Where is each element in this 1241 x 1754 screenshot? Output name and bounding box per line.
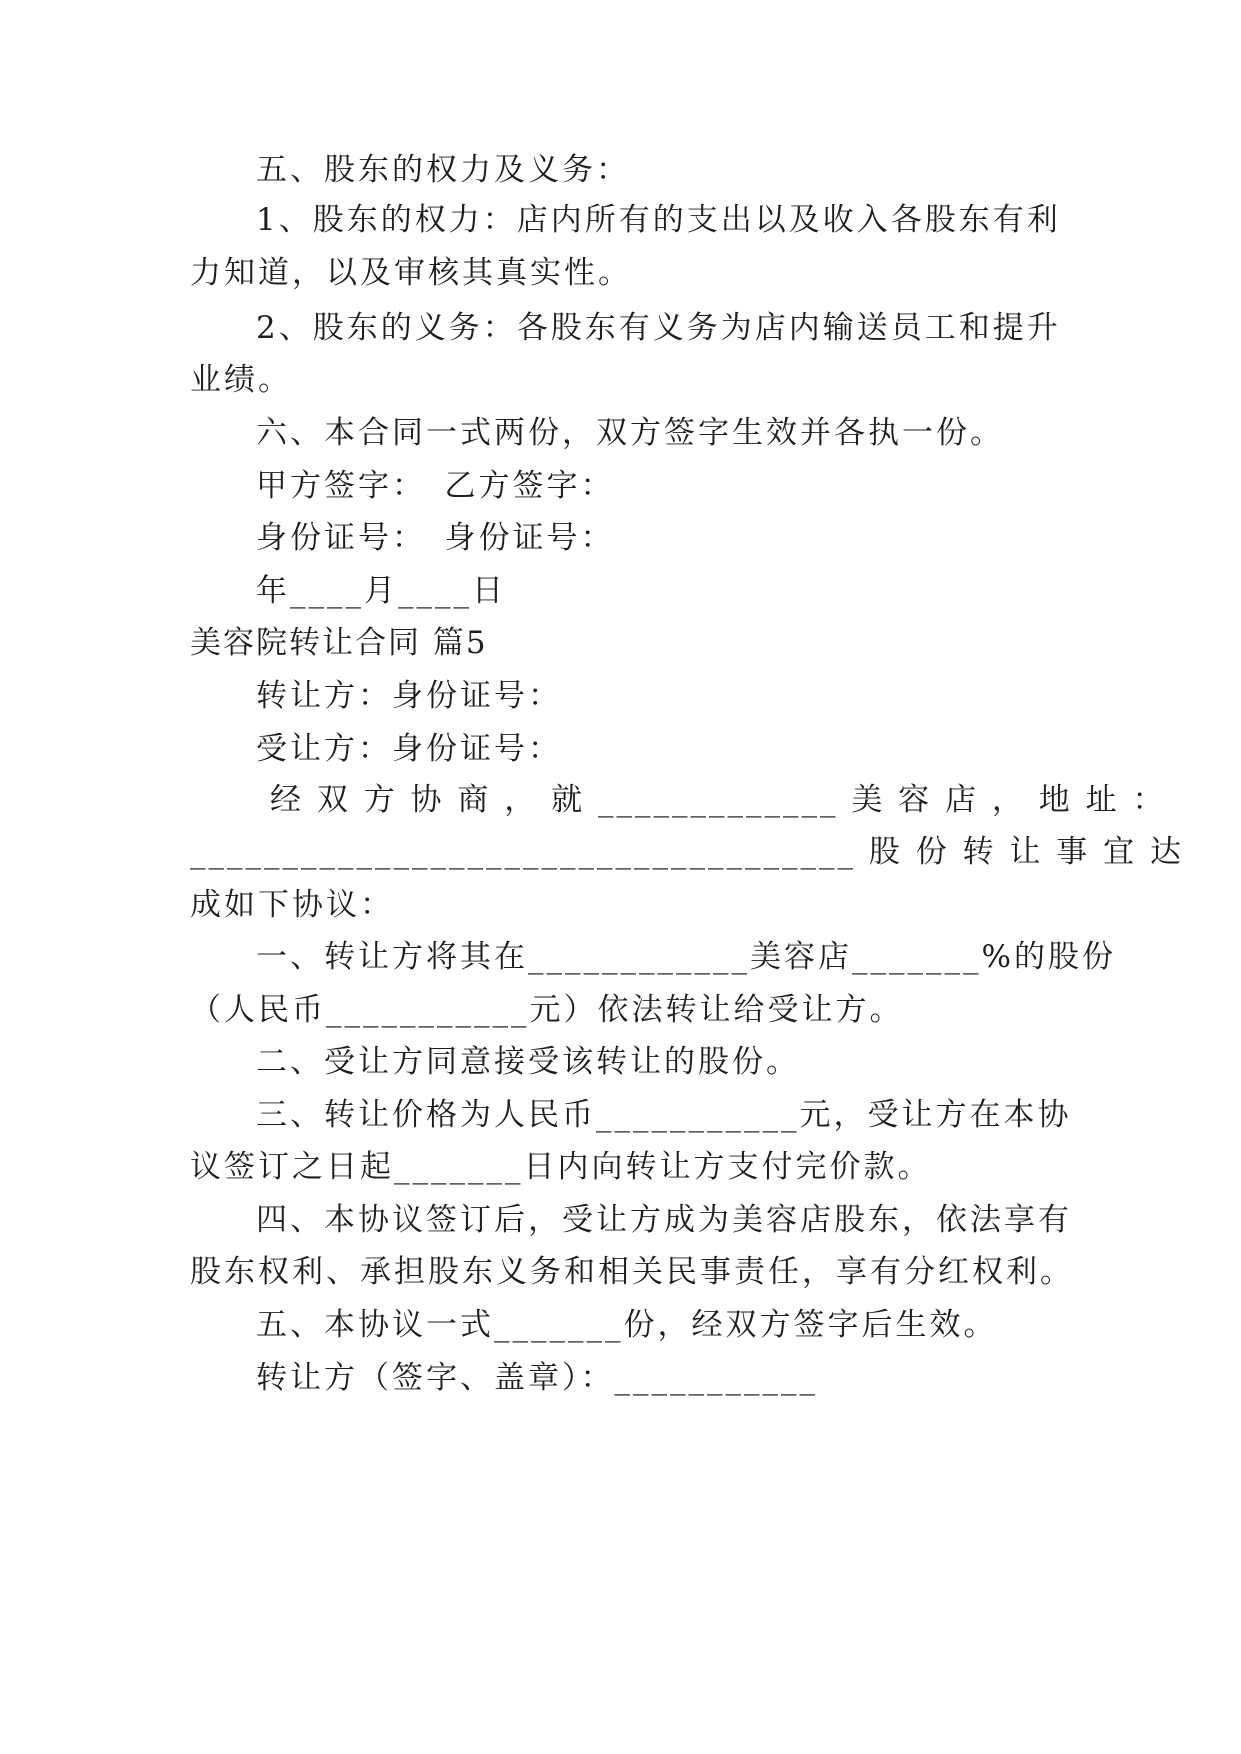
shareholder-duties-line-2: 业绩。 <box>190 362 292 398</box>
clause-1-line-1: 一、转让方将其在____________美容店_______%的股份 <box>256 939 1116 975</box>
contract-5-title: 美容院转让合同 篇5 <box>190 625 488 661</box>
negotiation-line-2: ____________________________________ 股 份 转 让 事 宜 达 <box>190 834 1184 870</box>
negotiation-line-1: 经 双 方 协 商 ， 就 _____________ 美 容 店 ， 地 址 ： <box>270 782 1167 818</box>
date-line: 年____月____日 <box>256 573 506 609</box>
transferee-line: 受让方：身份证号： <box>256 731 562 767</box>
clause-5: 五、本协议一式_______份，经双方签字后生效。 <box>256 1307 998 1343</box>
clause-2: 二、受让方同意接受该转让的股份。 <box>256 1044 800 1080</box>
section-5-heading: 五、股东的权力及义务： <box>256 152 630 188</box>
clause-4-line-2: 股东权利、承担股东义务和相关民事责任，享有分红权利。 <box>190 1254 1074 1290</box>
shareholder-duties-line-1: 2、股东的义务：各股东有义务为店内输送员工和提升 <box>256 310 1061 346</box>
clause-3-line-1: 三、转让价格为人民币___________元，受让方在本协 <box>256 1097 1072 1133</box>
clause-3-line-2: 议签订之日起_______日内向转让方支付完价款。 <box>190 1149 932 1185</box>
negotiation-line-3: 成如下协议： <box>190 887 394 923</box>
id-number-line: 身份证号： 身份证号： <box>256 520 615 556</box>
shareholder-rights-line-2: 力知道，以及审核其真实性。 <box>190 255 632 291</box>
section-6-contract-copies: 六、本合同一式两份，双方签字生效并各执一份。 <box>256 415 1004 451</box>
clause-4-line-1: 四、本协议签订后，受让方成为美容店股东，依法享有 <box>256 1202 1072 1238</box>
transferor-signature-line: 转让方（签字、盖章）：___________ <box>256 1360 818 1396</box>
shareholder-rights-line-1: 1、股东的权力：店内所有的支出以及收入各股东有利 <box>256 202 1061 238</box>
transferor-line: 转让方：身份证号： <box>256 678 562 714</box>
clause-1-line-2: （人民币___________元）依法转让给受让方。 <box>190 992 904 1028</box>
signature-line: 甲方签字： 乙方签字： <box>256 468 615 504</box>
